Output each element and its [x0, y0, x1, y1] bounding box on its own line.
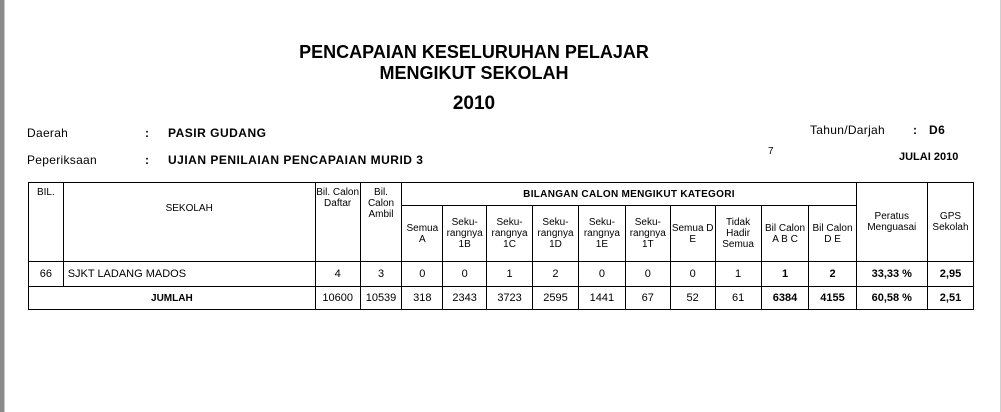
- total-calon-daftar: 10600: [315, 287, 360, 310]
- cell-calon-ambil: 3: [360, 262, 402, 287]
- header-semua-a: Semua A: [402, 206, 443, 262]
- report-title-line2: MENGIKUT SEKOLAH: [379, 63, 569, 83]
- total-tidak-hadir: 61: [715, 287, 761, 310]
- cell-semua-a: 0: [402, 262, 443, 287]
- total-sekurangnya-1c: 3723: [487, 287, 533, 310]
- header-calon-daftar: Bil. Calon Daftar: [315, 183, 360, 262]
- header-calon-ambil: Bil. Calon Ambil: [360, 183, 402, 262]
- peperiksaan-label: Peperiksaan: [27, 153, 98, 167]
- total-sekurangnya-1b: 2343: [443, 287, 487, 310]
- cell-sekurangnya-1c: 1: [487, 262, 533, 287]
- cell-bil-calon-abc: 1: [761, 262, 809, 287]
- daerah-label: Daerah: [27, 126, 69, 140]
- header-sekurangnya-1c: Seku-rangnya 1C: [487, 206, 533, 262]
- header-sekurangnya-1b: Seku-rangnya 1B: [443, 206, 487, 262]
- total-bil-calon-de: 4155: [809, 287, 856, 310]
- total-calon-ambil: 10539: [360, 287, 402, 310]
- report-title-line1: PENCAPAIAN KESELURUHAN PELAJAR: [299, 42, 649, 62]
- header-kategori: BILANGAN CALON MENGIKUT KATEGORI: [402, 183, 856, 206]
- daerah-value: PASIR GUDANG: [168, 126, 267, 140]
- header-sekurangnya-1t: Seku-rangnya 1T: [625, 206, 670, 262]
- header-semua-de: Semua D E: [670, 206, 715, 262]
- header-gps: GPS Sekolah: [927, 183, 973, 262]
- report-year: 2010: [452, 93, 496, 114]
- cell-calon-daftar: 4: [315, 262, 360, 287]
- total-sekurangnya-1t: 67: [625, 287, 670, 310]
- total-peratus: 60,58 %: [856, 287, 927, 310]
- header-bil-calon-de: Bil Calon D E: [809, 206, 856, 262]
- tahun-darjah-colon: :: [913, 123, 917, 137]
- cell-jumlah-label: JUMLAH: [29, 287, 316, 310]
- cell-bil: 66: [29, 262, 64, 287]
- table-header-row-1: [29, 183, 974, 206]
- header-bil-calon-abc: Bil Calon A B C: [761, 206, 809, 262]
- cell-sekurangnya-1e: 0: [578, 262, 625, 287]
- table-total-row: [29, 287, 974, 310]
- table-row: [29, 262, 974, 287]
- cell-sekurangnya-1b: 0: [443, 262, 487, 287]
- report-date: JULAI 2010: [899, 151, 959, 163]
- daerah-colon: :: [145, 126, 149, 140]
- cell-bil-calon-de: 2: [809, 262, 856, 287]
- total-semua-de: 52: [670, 287, 715, 310]
- peperiksaan-colon: :: [145, 153, 149, 167]
- total-sekurangnya-1e: 1441: [578, 287, 625, 310]
- cell-sekurangnya-1t: 0: [625, 262, 670, 287]
- results-table: [28, 182, 974, 310]
- header-peratus: Peratus Menguasai: [856, 183, 927, 262]
- cell-semua-de: 0: [670, 262, 715, 287]
- total-bil-calon-abc: 6384: [761, 287, 809, 310]
- header-sekolah: SEKOLAH: [63, 183, 315, 262]
- total-sekurangnya-1d: 2595: [533, 287, 579, 310]
- cell-sekurangnya-1d: 2: [533, 262, 579, 287]
- cell-gps: 2,95: [927, 262, 973, 287]
- cell-tidak-hadir: 1: [715, 262, 761, 287]
- cell-peratus: 33,33 %: [856, 262, 927, 287]
- tahun-darjah-value: D6: [929, 123, 946, 137]
- header-bil: BIL.: [29, 183, 64, 262]
- header-sekurangnya-1e: Seku-rangnya 1E: [578, 206, 625, 262]
- peperiksaan-value: UJIAN PENILAIAN PENCAPAIAN MURID 3: [168, 153, 424, 167]
- cell-sekolah: SJKT LADANG MADOS: [63, 262, 315, 287]
- page-number: 7: [768, 146, 774, 157]
- total-semua-a: 318: [402, 287, 443, 310]
- header-tidak-hadir: Tidak Hadir Semua: [715, 206, 761, 262]
- header-sekurangnya-1d: Seku-rangnya 1D: [533, 206, 579, 262]
- total-gps: 2,51: [927, 287, 973, 310]
- tahun-darjah-label: Tahun/Darjah: [810, 123, 885, 137]
